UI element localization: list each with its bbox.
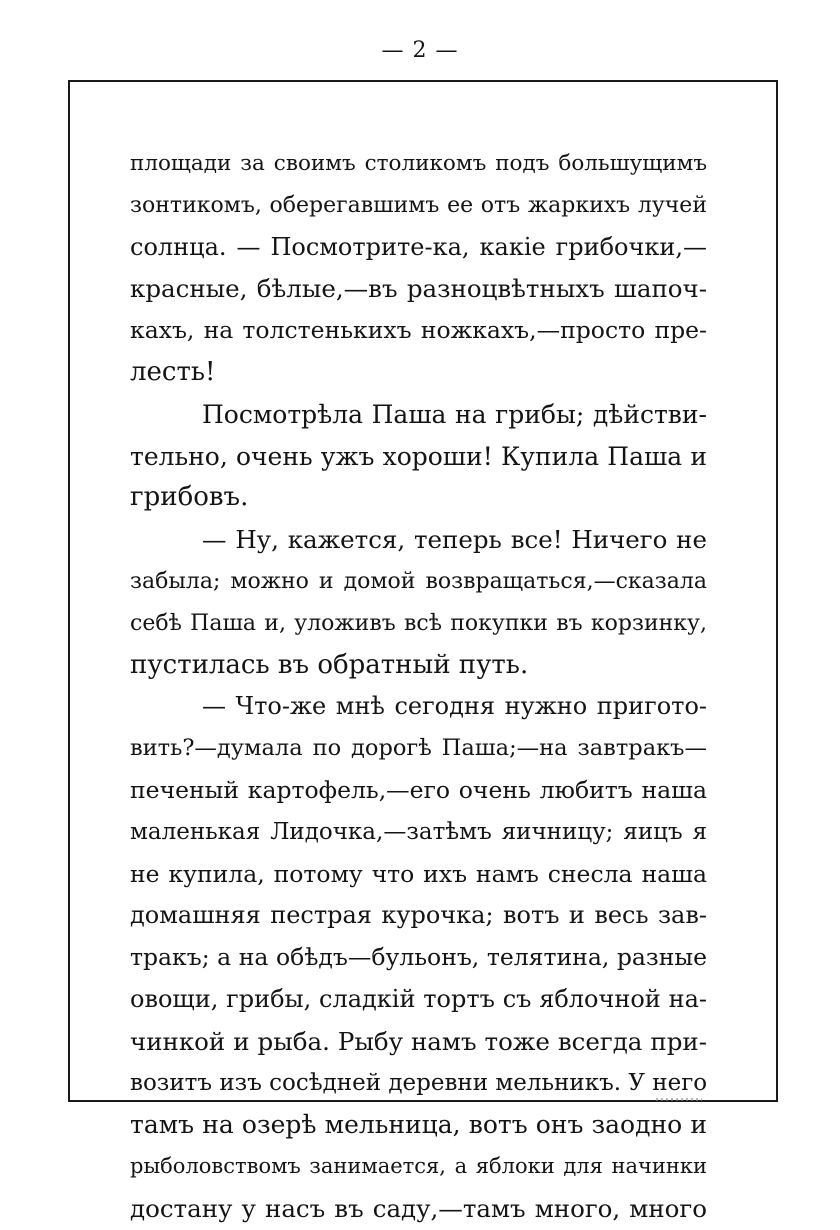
text-line: возитъ изъ сосѣдней деревни мельникъ. У него xyxy=(130,1069,708,1096)
text-line: лесть! xyxy=(130,356,216,387)
paragraph-start-line: — Что-же мнѣ сегодня нужно пригото- xyxy=(202,692,707,721)
text-line: овощи, грибы, сладкій тортъ съ яблочной на- xyxy=(130,984,707,1013)
page-number: — 2 — xyxy=(381,38,459,63)
text-line: достану у насъ въ саду,—тамъ много, много xyxy=(130,1193,707,1223)
text-line: рыболовствомъ занимается, а яблоки для начинки xyxy=(130,1154,707,1179)
text-line: чинкой и рыба. Рыбу намъ тоже всегда при- xyxy=(130,1026,707,1056)
text-line: домашняя пестрая курочка; вотъ и весь зав- xyxy=(130,901,707,930)
text-line: вить?—думала по дорогѣ Паша;—на завтракъ— xyxy=(130,735,707,762)
paragraph-start-line: Посмотрѣла Паша на грибы; дѣйстви- xyxy=(202,399,707,429)
text-line: себѣ Паша и, уложивъ всѣ покупки въ корзинку, xyxy=(130,610,707,636)
text-line: тамъ на озерѣ мельница, вотъ онъ заодно и xyxy=(130,1110,707,1140)
scan-artifact xyxy=(656,1098,702,1101)
text-line: грибовъ. xyxy=(130,482,249,513)
text-line: тракъ; а на обѣдъ—бульонъ, телятина, разные xyxy=(130,943,707,972)
text-line: красные, бѣлые,—въ разноцвѣтныхъ шапоч- xyxy=(130,274,707,304)
text-line: не купила, потому что ихъ намъ снесла наша xyxy=(130,859,707,888)
text-line: площади за своимъ столикомъ подъ большущимъ xyxy=(130,151,707,176)
body-text xyxy=(130,143,707,1230)
paragraph-start-line: — Ну, кажется, теперь все! Ничего не xyxy=(202,525,707,555)
text-line: маленькая Лидочка,—затѣмъ яичницу; яицъ я xyxy=(130,818,707,845)
text-line: пустилась въ обратный путь. xyxy=(130,649,529,680)
text-line: солнца. — Посмотрите-ка, какіе грибочки,— xyxy=(130,232,707,261)
text-line: печеный картофель,—его очень любитъ наша xyxy=(130,775,707,804)
text-line: забыла; можно и домой возвращаться,—сказала xyxy=(130,568,707,594)
text-line: тельно, очень ужъ хороши! Купила Паша и xyxy=(130,441,707,471)
text-line: кахъ, на толстенькихъ ножкахъ,—просто пре- xyxy=(130,316,707,345)
text-line: зонтикомъ, оберегавшимъ ее отъ жаркихъ лучей xyxy=(130,192,707,218)
